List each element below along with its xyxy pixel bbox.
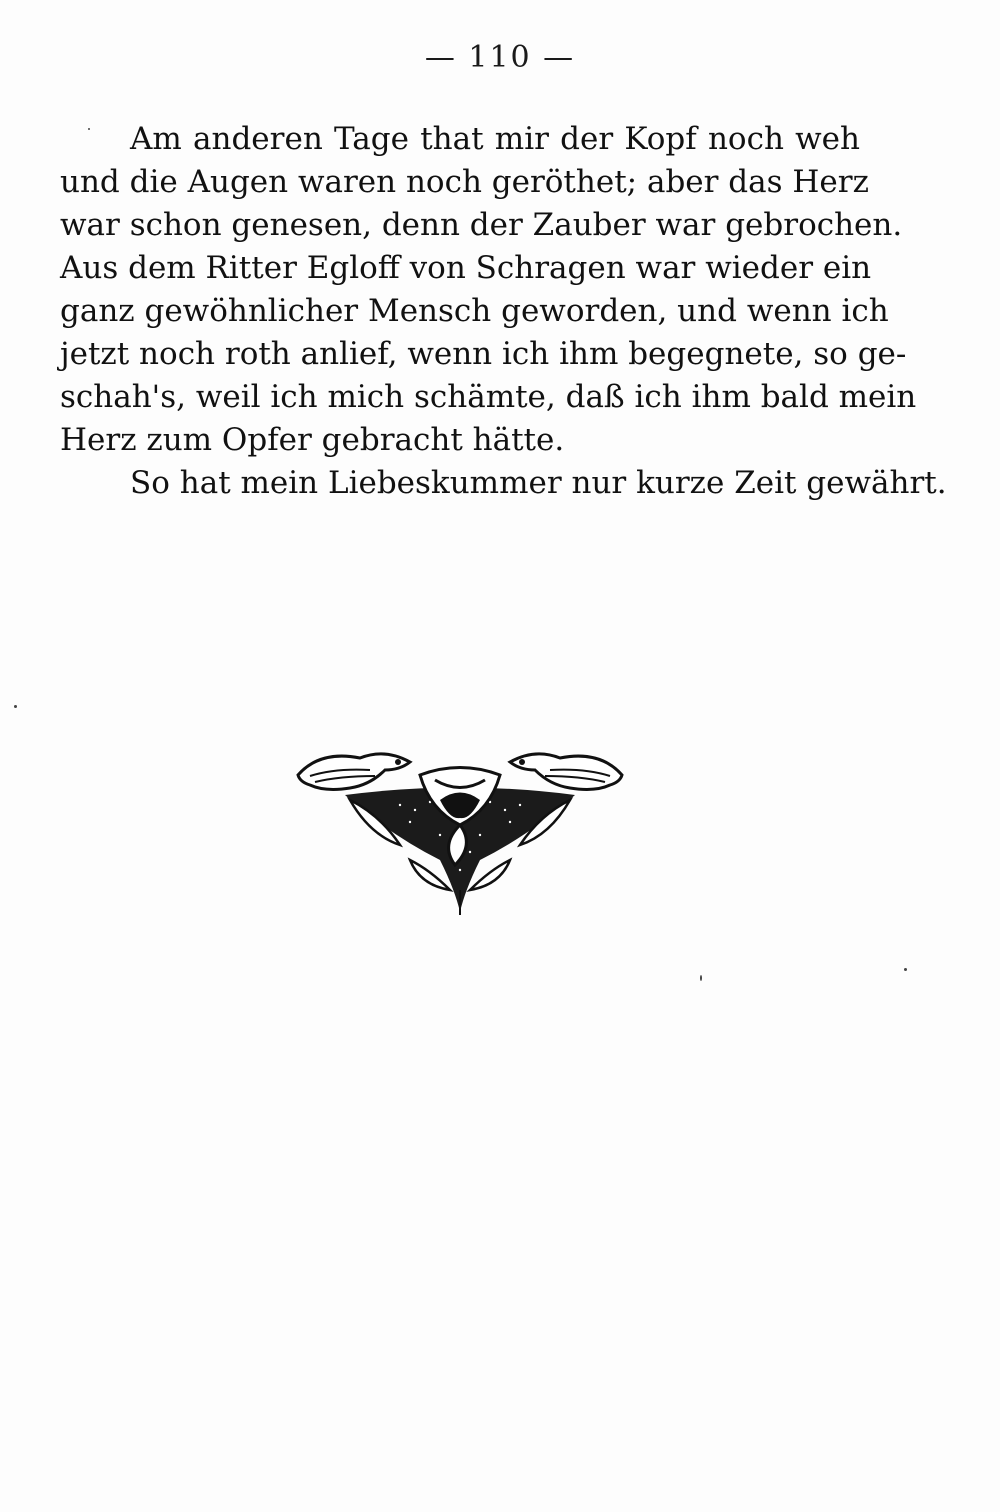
paragraph-2	[60, 462, 947, 505]
text-line: ganz gewöhnlicher Mensch geworden, und wenn ich	[60, 293, 889, 329]
text-line: jetzt noch roth anlief, wenn ich ihm begegnete, so ge-	[60, 336, 907, 372]
text-line: Herz zum Opfer gebracht hätte.	[60, 422, 565, 458]
text-line: So hat mein Liebeskummer nur kurze Zeit gewährt.	[130, 465, 947, 501]
page-number: — 110 —	[424, 40, 576, 75]
text-line: und die Augen waren noch geröthet; aber das Herz	[60, 164, 869, 200]
text-line: Am anderen Tage that mir der Kopf noch weh	[130, 121, 860, 157]
text-line: Aus dem Ritter Egloff von Schragen war wieder ein	[60, 250, 872, 286]
vignette-ornament-icon	[290, 740, 630, 915]
text-line: schah's, weil ich mich schämte, daß ich ihm bald mein	[60, 379, 917, 415]
scan-speck	[700, 975, 702, 981]
scan-speck	[904, 968, 907, 971]
scan-speck	[14, 705, 17, 708]
scan-speck	[88, 128, 90, 130]
body-text	[60, 118, 947, 505]
text-line: war schon genesen, denn der Zauber war gebrochen.	[60, 207, 903, 243]
paragraph-1	[60, 118, 917, 462]
